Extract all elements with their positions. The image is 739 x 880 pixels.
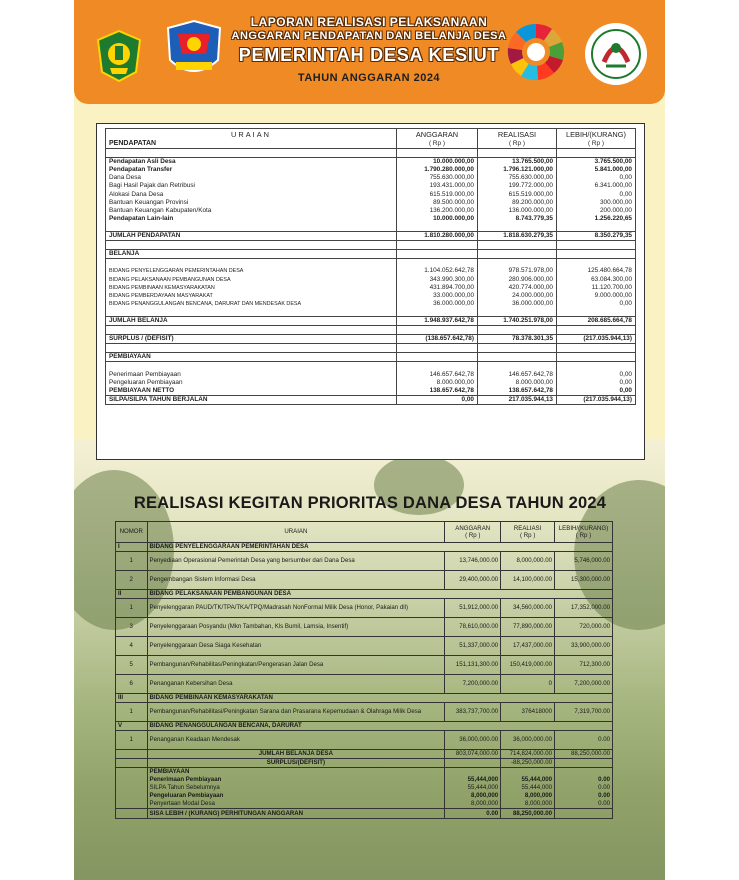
- row-number: 5: [116, 656, 148, 675]
- sisa-lebih-label: SISA LEBIH / (KURANG) PERHITUNGAN ANGGARAN: [147, 809, 445, 819]
- title-year: TAHUN ANGGARAN 2024: [297, 72, 441, 84]
- cell-lebih: 125.480.664,78: [557, 267, 636, 275]
- row-label: Penyelenggaraan Desa Siaga Kesehatan: [147, 637, 445, 656]
- apbdes-report-table: [96, 123, 645, 460]
- col-lebih-kurang: LEBIH/(KURANG): [557, 129, 636, 141]
- section-number: V: [116, 722, 148, 731]
- row-label: Pendapatan Transfer: [106, 166, 397, 174]
- row-label: Bantuan Keuangan Kabupaten/Kota: [106, 207, 397, 215]
- row-label: Penerimaan Pembiayaan: [147, 776, 445, 784]
- total-belanja-label: JUMLAH BELANJA: [106, 316, 397, 325]
- cell-anggaran: 383,737,700.00: [445, 703, 501, 722]
- cell-lebih: 0,00: [557, 371, 636, 379]
- cell-lebih: 0.00: [555, 792, 613, 800]
- section-number: III: [116, 694, 148, 703]
- cell-anggaran: 0,00: [397, 395, 478, 404]
- cell-realisasi: 13.765.500,00: [478, 158, 557, 167]
- cell-anggaran: 55,444,000: [445, 784, 501, 792]
- col-anggaran: ANGGARAN: [397, 129, 478, 141]
- cell-realisasi: 0: [501, 675, 555, 694]
- row-label: Penanganan Keadaan Mendesak: [147, 731, 445, 750]
- cell-anggaran: 1.790.280.000,00: [397, 166, 478, 174]
- cell-lebih: 15,300,000.00: [555, 571, 613, 590]
- col-realisasi-label: REALIASI: [513, 524, 542, 532]
- row-number: 6: [116, 675, 148, 694]
- row-label: Penerimaan Pembiayaan: [106, 371, 397, 379]
- cell-anggaran: 8.000.000,00: [397, 379, 478, 387]
- cell-anggaran: 33.000.000,00: [397, 292, 478, 300]
- cell-realisasi: 8.743.779,35: [478, 215, 557, 223]
- cell-anggaran: 8,000,000: [445, 800, 501, 809]
- row-label: Penyelenggaraan Posyandu (Mkn Tambahan, Kls Bumil, Lamsia, Insentif): [147, 618, 445, 637]
- cell-lebih: 6.341.000,00: [557, 182, 636, 190]
- cell-lebih: (217.035.944,13): [557, 395, 636, 404]
- cell-realisasi: 199.772.000,00: [478, 182, 557, 190]
- row-label: Pembangunan/Rehabilitasi/Peningkatan Sarana dan Prasarana Kepemudaan & Olahraga Milik Desa: [147, 703, 445, 722]
- cell-anggaran: 431.894.700,00: [397, 284, 478, 292]
- surplus-label: SURPLUS / (DEFISIT): [106, 335, 397, 344]
- cell-lebih: 9.000.000,00: [557, 292, 636, 300]
- cell-realisasi: 150,419,000.00: [501, 656, 555, 675]
- cell-lebih: 8.350.279,35: [557, 232, 636, 241]
- cell-anggaran: 151,131,300.00: [445, 656, 501, 675]
- col-uraian: URAIAN: [106, 129, 397, 141]
- row-label: Penyertaan Modal Desa: [147, 800, 445, 809]
- cell-lebih: 200.000,00: [557, 207, 636, 215]
- row-label: Penyediaan Operasional Pemerintah Desa yang bersumber dari Dana Desa: [147, 552, 445, 571]
- cell-anggaran: 13,746,000.00: [445, 552, 501, 571]
- row-label: Pendapatan Asli Desa: [106, 158, 397, 167]
- priority-activities-table: [115, 521, 613, 819]
- row-number: 2: [116, 571, 148, 590]
- cell-anggaran: 89.500.000,00: [397, 199, 478, 207]
- cell-anggaran: 55,444,000: [445, 776, 501, 784]
- cell-realisasi: 14,100,000.00: [501, 571, 555, 590]
- row-label: Pendapatan Lain-lain: [106, 215, 397, 223]
- row-label: Pengeluaran Pembiayaan: [147, 792, 445, 800]
- cell-realisasi: 55,444,000: [501, 784, 555, 792]
- title-line-1: LAPORAN REALISASI PELAKSANAAN: [250, 15, 488, 29]
- cell-anggaran: 78,610,000.00: [445, 618, 501, 637]
- col-realisasi: [501, 522, 555, 543]
- cell-realisasi: 8,000,000: [501, 792, 555, 800]
- row-label: Alokasi Dana Desa: [106, 191, 397, 199]
- section-label: BIDANG PEMBINAAN KEMASYARAKATAN: [147, 694, 613, 703]
- cell-realisasi: 755.630.000,00: [478, 174, 557, 182]
- cell-anggaran: 0.00: [445, 809, 501, 819]
- cell-lebih: 5.841.000,00: [557, 166, 636, 174]
- regency-emblem-icon: [96, 30, 142, 82]
- col-realisasi: REALISASI: [478, 129, 557, 141]
- cell-realisasi: 376418000: [501, 703, 555, 722]
- row-label: Bagi Hasil Pajak dan Retribusi: [106, 182, 397, 190]
- cell-realisasi: 36,000,000.00: [501, 731, 555, 750]
- cell-lebih: 0,00: [557, 300, 636, 308]
- row-number: 4: [116, 637, 148, 656]
- section-label: BIDANG PELAKSANAAN PEMBANGUNAN DESA: [147, 590, 613, 599]
- section-number: II: [116, 590, 148, 599]
- cell-realisasi: 714,824,000.00: [501, 750, 555, 759]
- section-belanja: BELANJA: [106, 250, 397, 259]
- row-label: Pengembangan Sistem Informasi Desa: [147, 571, 445, 590]
- unit-label: ( Rp ): [575, 532, 592, 539]
- col-uraian: URAIAN: [147, 522, 445, 543]
- cell-lebih: 5,746,000.00: [555, 552, 613, 571]
- row-label: BIDANG PENANGGULANGAN BENCANA, DARURAT DAN MENDESAK DESA: [106, 300, 397, 308]
- cell-lebih: 7,200,000.00: [555, 675, 613, 694]
- poster: [74, 0, 665, 880]
- cell-realisasi: 1.796.121.000,00: [478, 166, 557, 174]
- row-number: 3: [116, 618, 148, 637]
- cell-realisasi: 77,890,000.00: [501, 618, 555, 637]
- cell-anggaran: 193.431.000,00: [397, 182, 478, 190]
- cell-lebih: 11.120.700,00: [557, 284, 636, 292]
- cell-lebih: 0.00: [555, 784, 613, 792]
- title-line-3: PEMERINTAH DESA KESIUT: [238, 45, 500, 65]
- cell-anggaran: 1.948.937.642,78: [397, 316, 478, 325]
- section-label: BIDANG PENYELENGGARAAN PEMERINTAHAN DESA: [147, 543, 613, 552]
- col-lebih-label: LEBIH/(KURANG): [558, 524, 609, 532]
- pembiayaan-label: PEMBIAYAAN: [147, 768, 445, 777]
- surplus-label: SURPLUS/(DEFISIT): [147, 759, 445, 768]
- total-belanja-label: JUMLAH BELANJA DESA: [147, 750, 445, 759]
- cell-lebih: 17,352,000.00: [555, 599, 613, 618]
- row-label: Penanganan Kebersihan Desa: [147, 675, 445, 694]
- cell-lebih: 208.685.664,78: [557, 316, 636, 325]
- cell-realisasi: 420.774.000,00: [478, 284, 557, 292]
- section-label: BIDANG PENANGGULANGAN BENCANA, DARURAT: [147, 722, 613, 731]
- cell-lebih: 300.000,00: [557, 199, 636, 207]
- row-label: Pembangunan/Rehabilitas/Peningkatan/Pengerasan Jalan Desa: [147, 656, 445, 675]
- cell-lebih: 7,319,700.00: [555, 703, 613, 722]
- row-number: 1: [116, 552, 148, 571]
- row-number: 1: [116, 599, 148, 618]
- row-number: 1: [116, 731, 148, 750]
- cell-anggaran: 10.000.000,00: [397, 158, 478, 167]
- cell-realisasi: 8.000.000,00: [478, 379, 557, 387]
- cell-realisasi: 55,444,000: [501, 776, 555, 784]
- cell-anggaran: 51,337,000.00: [445, 637, 501, 656]
- priority-section-title: REALISASI KEGITAN PRIORITAS DANA DESA TAHUN 2024: [133, 494, 607, 512]
- cell-anggaran: 803,074,000.00: [445, 750, 501, 759]
- cell-anggaran: 138.657.642,78: [397, 387, 478, 396]
- cell-anggaran: 755.630.000,00: [397, 174, 478, 182]
- cell-lebih: 0.00: [555, 731, 613, 750]
- cell-anggaran: 1.810.280.000,00: [397, 232, 478, 241]
- cell-lebih: 3.765.500,00: [557, 158, 636, 167]
- cell-realisasi: 89.200.000,00: [478, 199, 557, 207]
- cell-realisasi: 280.906.000,00: [478, 276, 557, 284]
- cell-anggaran: 51,912,000.00: [445, 599, 501, 618]
- cell-lebih: 0.00: [555, 800, 613, 809]
- row-number: 1: [116, 703, 148, 722]
- cell-realisasi: -88,250,000.00: [501, 759, 555, 768]
- ministry-logo-icon: [584, 22, 648, 86]
- cell-realisasi: 88,250,000.00: [501, 809, 555, 819]
- row-label: BIDANG PENYELENGGARAN PEMERINTAHAN DESA: [106, 267, 397, 275]
- cell-anggaran: (138.657.642,78): [397, 335, 478, 344]
- cell-realisasi: 8,000,000.00: [501, 552, 555, 571]
- sdgs-wheel-icon: [506, 22, 566, 82]
- cell-realisasi: 1.818.630.279,35: [478, 232, 557, 241]
- cell-lebih: 88,250,000.00: [555, 750, 613, 759]
- cell-realisasi: 615.519.000,00: [478, 191, 557, 199]
- cell-realisasi: 978.571.978,00: [478, 267, 557, 275]
- cell-anggaran: 7,200,000.00: [445, 675, 501, 694]
- cell-anggaran: 10.000.000,00: [397, 215, 478, 223]
- cell-realisasi: 217.035.944,13: [478, 395, 557, 404]
- unit-label: ( Rp ): [397, 140, 478, 149]
- section-number: I: [116, 543, 148, 552]
- total-pendapatan-label: JUMLAH PENDAPATAN: [106, 232, 397, 241]
- cell-realisasi: 34,560,000.00: [501, 599, 555, 618]
- row-label: PEMBIAYAAN NETTO: [106, 387, 397, 396]
- cell-anggaran: 343.990.300,00: [397, 276, 478, 284]
- title-line-2: ANGGARAN PENDAPATAN DAN BELANJA DESA: [231, 30, 507, 42]
- cell-realisasi: 138.657.642,78: [478, 387, 557, 396]
- cell-realisasi: 78.378.301,35: [478, 335, 557, 344]
- cell-lebih: 0,00: [557, 191, 636, 199]
- row-label: BIDANG PELAKSANAAN PEMBANGUNAN DESA: [106, 276, 397, 284]
- row-label: Dana Desa: [106, 174, 397, 182]
- cell-anggaran: 1.104.052.642,78: [397, 267, 478, 275]
- cell-realisasi: 17,437,000.00: [501, 637, 555, 656]
- province-emblem-icon: [166, 20, 222, 82]
- cell-lebih: (217.035.944,13): [557, 335, 636, 344]
- cell-anggaran: 136.200.000,00: [397, 207, 478, 215]
- col-anggaran-label: ANGGARAN: [455, 524, 491, 532]
- unit-label: ( Rp ): [557, 140, 636, 149]
- unit-label: ( Rp ): [465, 532, 481, 539]
- row-label: BIDANG PEMBINAAN KEMASYARAKATAN: [106, 284, 397, 292]
- cell-realisasi: 8,000,000: [501, 800, 555, 809]
- cell-lebih: 0,00: [557, 379, 636, 387]
- row-label: SILPA/SILPA TAHUN BERJALAN: [106, 395, 397, 404]
- cell-anggaran: 8,000,000: [445, 792, 501, 800]
- cell-anggaran: 29,400,000.00: [445, 571, 501, 590]
- cell-anggaran: 146.657.642,78: [397, 371, 478, 379]
- row-label: Pengeluaran Pembiayaan: [106, 379, 397, 387]
- section-pendapatan: PENDAPATAN: [106, 140, 397, 149]
- cell-realisasi: 36.000.000,00: [478, 300, 557, 308]
- unit-label: ( Rp ): [519, 532, 536, 539]
- row-label: Bantuan Keuangan Provinsi: [106, 199, 397, 207]
- cell-lebih: 0,00: [557, 387, 636, 396]
- col-nomor: NOMOR: [116, 522, 148, 543]
- unit-label: ( Rp ): [478, 140, 557, 149]
- cell-realisasi: 146.657.642,78: [478, 371, 557, 379]
- header-banner: [74, 0, 665, 104]
- cell-lebih: 720,000.00: [555, 618, 613, 637]
- cell-lebih: 1.256.220,65: [557, 215, 636, 223]
- cell-realisasi: 1.740.251.978,00: [478, 316, 557, 325]
- col-anggaran: [445, 522, 501, 543]
- cell-realisasi: 24.000.000,00: [478, 292, 557, 300]
- cell-realisasi: 136.000.000,00: [478, 207, 557, 215]
- cell-lebih: 63.084.300,00: [557, 276, 636, 284]
- row-label: SILPA Tahun Sebelumnya: [147, 784, 445, 792]
- cell-lebih: 712,300.00: [555, 656, 613, 675]
- row-label: BIDANG PEMBERDAYAAN MASYARAKAT: [106, 292, 397, 300]
- col-lebih-kurang: [555, 522, 613, 543]
- cell-anggaran: 36.000.000,00: [397, 300, 478, 308]
- section-pembiayaan: PEMBIAYAAN: [106, 353, 397, 362]
- cell-lebih: 0.00: [555, 776, 613, 784]
- cell-anggaran: 615.519.000,00: [397, 191, 478, 199]
- cell-lebih: 0,00: [557, 174, 636, 182]
- row-label: Penyelenggaran PAUD/TK/TPA/TKA/TPQ/Madrasah NonFormal Milik Desa (Honor, Pakaian dll): [147, 599, 445, 618]
- cell-lebih: 33,900,000.00: [555, 637, 613, 656]
- cell-anggaran: 36,000,000.00: [445, 731, 501, 750]
